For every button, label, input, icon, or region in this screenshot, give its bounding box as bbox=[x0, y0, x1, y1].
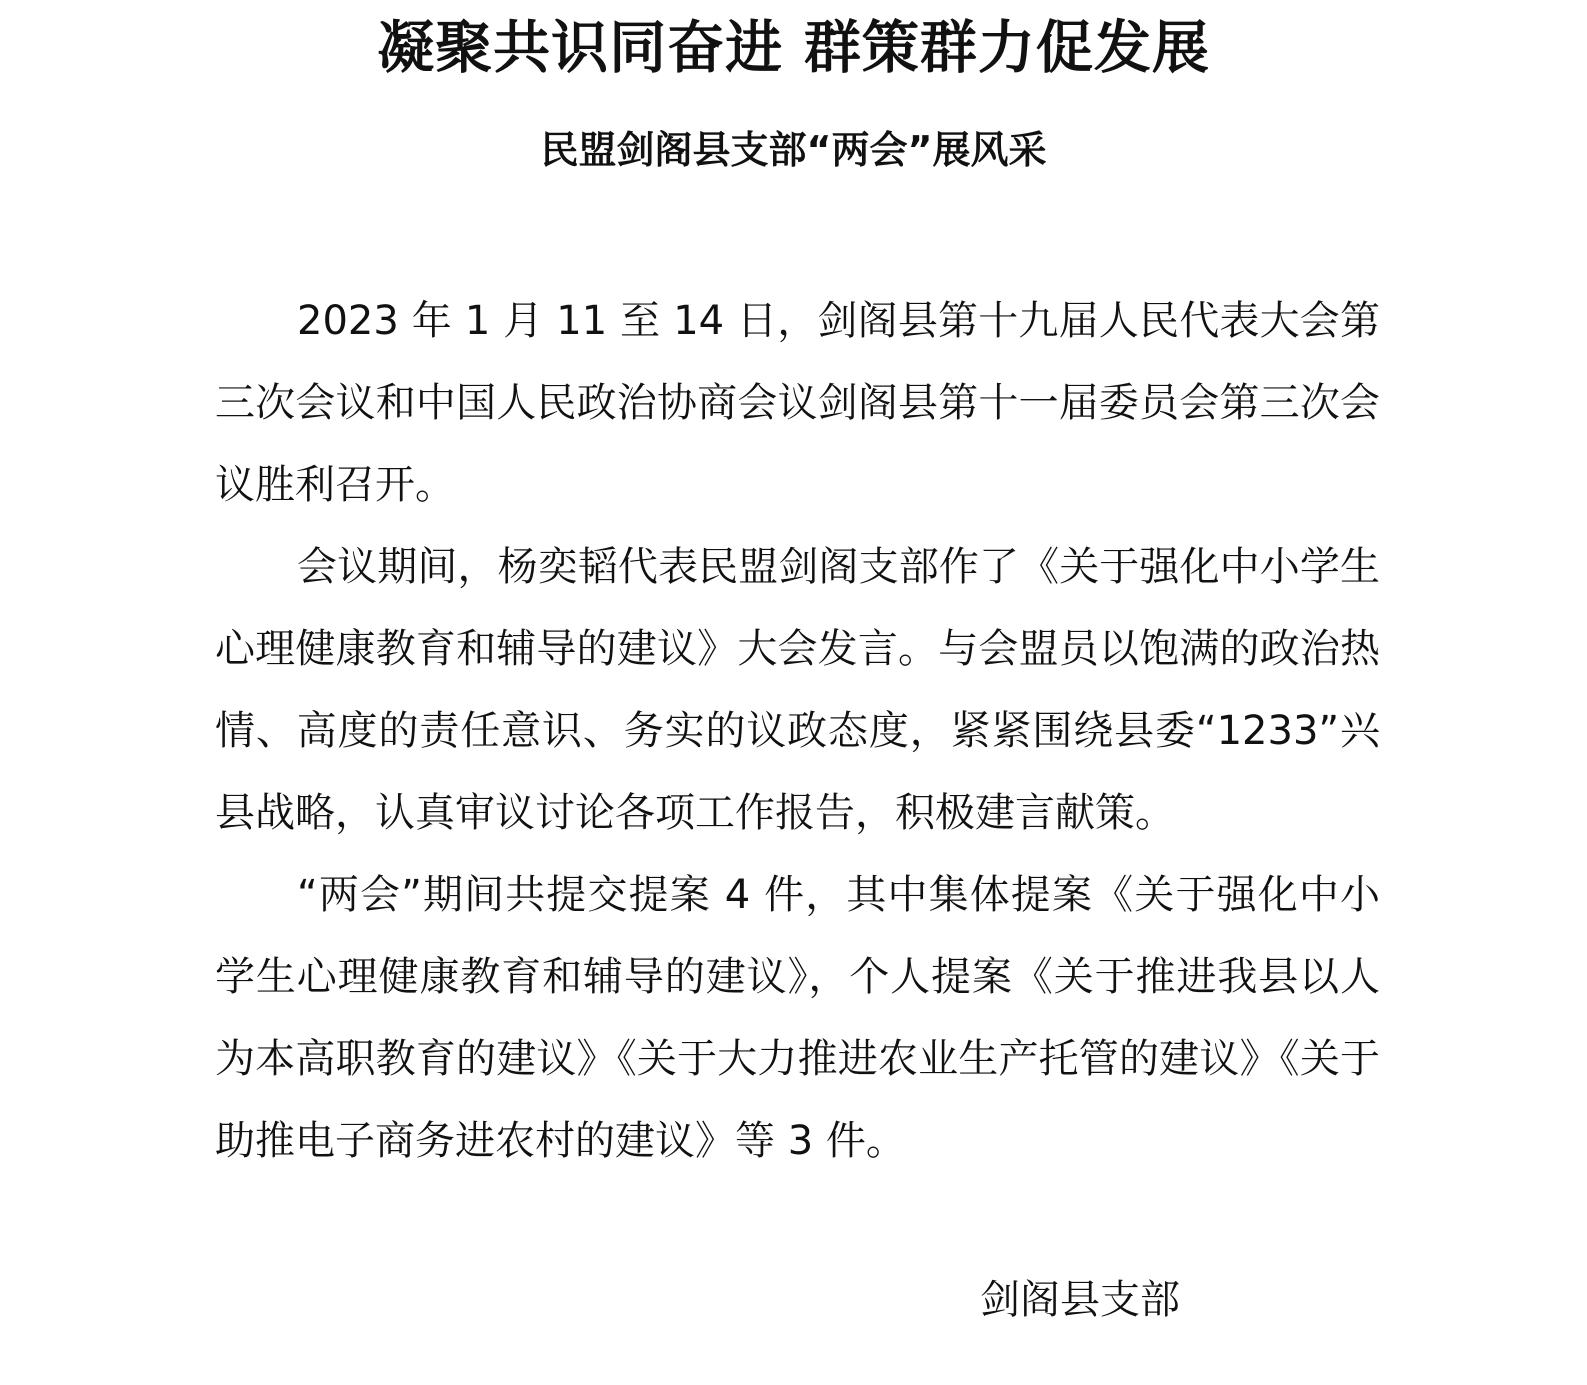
document-body bbox=[215, 280, 1380, 1182]
paragraph-1: 2023 年 1 月 11 至 14 日，剑阁县第十九届人民代表大会第三次会议和中国人民政治协商会议剑阁县第十一届委员会第三次会议胜利召开。 bbox=[215, 298, 1380, 508]
paragraph-3: “两会”期间共提交提案 4 件，其中集体提案《关于强化中小学生心理健康教育和辅导的建议》，个人提案《关于推进我县以人为本高职教育的建议》《关于大力推进农业生产托管的建议》《关于助推电子商务进农村的建议》等 3 件。 bbox=[215, 872, 1380, 1164]
document-title: 凝聚共识同奋进 群策群力促发展 bbox=[377, 15, 1210, 81]
signature: 剑阁县支部 bbox=[980, 1277, 1180, 1323]
paragraph-2: 会议期间，杨奕韬代表民盟剑阁支部作了《关于强化中小学生心理健康教育和辅导的建议》大会发言。与会盟员以饱满的政治热情、高度的责任意识、务实的议政态度，紧紧围绕县委“1233”兴县战略，认真审议讨论各项工作报告，积极建言献策。 bbox=[215, 544, 1380, 836]
document-subtitle: 民盟剑阁县支部“两会”展风采 bbox=[540, 128, 1047, 172]
